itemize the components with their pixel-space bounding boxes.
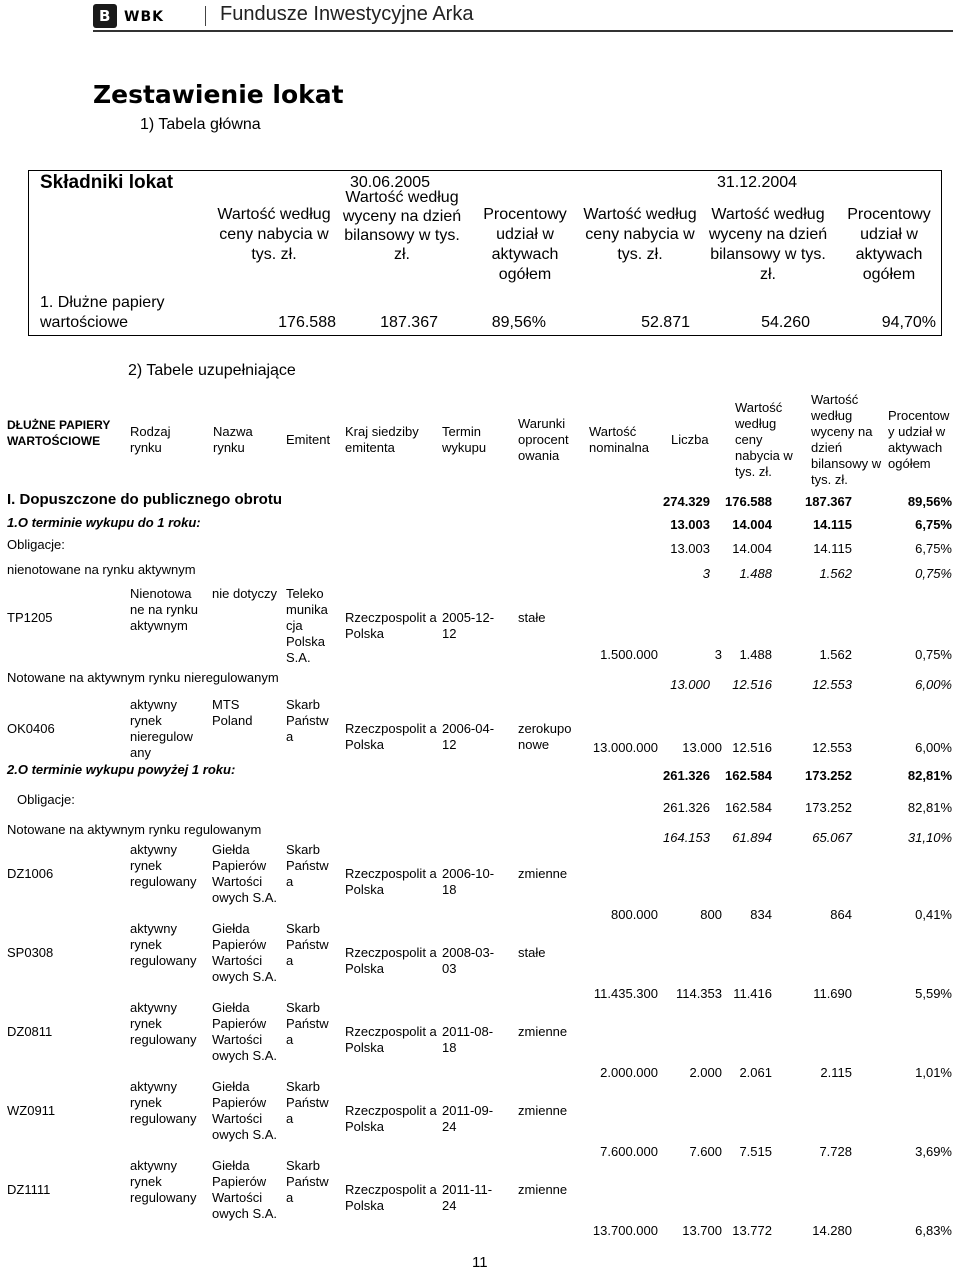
security-mtype: Nienotowa ne na rynku aktywnym [130, 586, 198, 633]
security-issuer: Skarb Państw a [286, 921, 329, 968]
security-mtype: aktywny rynek regulowany [130, 1158, 197, 1205]
sub-header-issuer: Emitent [286, 432, 331, 447]
security-count: 800 [700, 907, 722, 922]
summary-share: 6,00% [915, 677, 952, 692]
main-col-cost-2: Wartość według ceny nabycia w tys. zł. [583, 206, 697, 263]
security-maturity: 2006-10-18 [442, 866, 495, 897]
security-mtype: aktywny rynek regulowany [130, 1079, 197, 1126]
security-count: 7.600 [689, 1144, 722, 1159]
summary-val: 65.067 [812, 830, 852, 845]
main-date-2: 31.12.2004 [717, 174, 798, 191]
summary-val: 1.562 [819, 566, 852, 581]
security-maturity: 2008-03-03 [442, 945, 495, 976]
security-maturity: 2006-04-12 [442, 721, 495, 752]
security-cost: 834 [750, 907, 772, 922]
security-count: 3 [714, 647, 722, 662]
security-mname: Giełda Papierów Wartości owych S.A. [212, 1079, 278, 1142]
security-share: 1,01% [915, 1065, 952, 1080]
security-count: 13.000 [682, 740, 722, 755]
sub-header-market-type: Rodzaj rynku [130, 424, 171, 455]
main-col-balance-2: Wartość według wyceny na dzień bilansowy w tys. zł. [708, 206, 828, 283]
security-country: Rzeczpospolit a Polska [345, 610, 437, 641]
security-mname: nie dotyczy [212, 586, 278, 601]
security-nominal: 13.000.000 [592, 740, 658, 755]
page-number: 11 [472, 1254, 488, 1271]
security-cost: 13.772 [732, 1223, 772, 1238]
main-table-caption: Składniki lokat [40, 172, 174, 193]
sub-header-category: DŁUŻNE PAPIERY WARTOŚCIOWE [7, 418, 111, 448]
summary-row-label: nienotowane na rynku aktywnym [7, 562, 196, 577]
summary-share: 6,75% [915, 517, 952, 532]
security-nominal: 2.000.000 [600, 1065, 658, 1080]
security-cost: 11.416 [733, 986, 772, 1001]
section-2-heading: 2) Tabele uzupełniające [128, 362, 296, 379]
summary-share: 89,56% [907, 494, 952, 509]
security-nominal: 1.500.000 [600, 647, 658, 662]
security-val: 11.690 [813, 986, 852, 1001]
security-share: 3,69% [915, 1144, 952, 1159]
sub-header-country: Kraj siedziby emitenta [345, 424, 419, 455]
summary-cost: 1.488 [739, 566, 772, 581]
summary-count: 274.329 [663, 494, 710, 509]
security-maturity: 2011-08-18 [442, 1024, 494, 1055]
security-mname: MTS Poland [212, 697, 253, 728]
security-val: 7.728 [819, 1144, 852, 1159]
security-mname: Giełda Papierów Wartości owych S.A. [212, 1158, 278, 1221]
security-country: Rzeczpospolit a Polska [345, 1103, 437, 1134]
summary-val: 173.252 [805, 800, 852, 815]
main-row-label-2: wartościowe [40, 314, 129, 331]
document-title: Zestawienie lokat [93, 80, 344, 109]
sub-header-market-name: Nazwa rynku [213, 424, 253, 455]
summary-count: 13.003 [670, 541, 710, 556]
security-share: 6,83% [915, 1223, 952, 1238]
sub-header-cost: Wartość według ceny nabycia w tys. zł. [735, 400, 793, 479]
summary-count: 164.153 [663, 830, 710, 845]
security-cost: 12.516 [732, 740, 772, 755]
security-interest: zmienne [518, 866, 568, 881]
security-maturity: 2011-09-24 [442, 1103, 494, 1134]
main-col-cost: Wartość według ceny nabycia w tys. zł. [217, 206, 331, 263]
summary-share: 82,81% [907, 800, 952, 815]
bzwbk-logo: B [93, 4, 117, 28]
security-issuer: Skarb Państw a [286, 1079, 329, 1126]
summary-count: 13.000 [670, 677, 710, 692]
security-country: Rzeczpospolit a Polska [345, 721, 437, 752]
security-code: DZ0811 [7, 1024, 53, 1039]
security-country: Rzeczpospolit a Polska [345, 945, 437, 976]
security-count: 2.000 [689, 1065, 722, 1080]
summary-row-label: 2.O terminie wykupu powyżej 1 roku: [7, 762, 236, 777]
summary-row-label: Obligacje: [7, 537, 65, 552]
security-mname: Giełda Papierów Wartości owych S.A. [212, 842, 278, 905]
summary-val: 14.115 [813, 541, 852, 556]
sub-header-count: Liczba [671, 432, 709, 447]
summary-cost: 162.584 [725, 768, 772, 783]
security-country: Rzeczpospolit a Polska [345, 1182, 437, 1213]
summary-cost: 162.584 [725, 800, 772, 815]
main-date-1: 30.06.2005 [350, 174, 431, 191]
summary-val: 14.115 [812, 517, 852, 532]
summary-count: 261.326 [663, 800, 710, 815]
main-value-cost-2: 52.871 [641, 314, 690, 331]
security-nominal: 11.435.300 [593, 986, 658, 1001]
summary-cost: 61.894 [732, 830, 772, 845]
security-nominal: 7.600.000 [600, 1144, 658, 1159]
summary-count: 261.326 [663, 768, 710, 783]
security-code: WZ0911 [7, 1103, 56, 1118]
security-cost: 7.515 [739, 1144, 772, 1159]
security-share: 0,75% [915, 647, 952, 662]
summary-count: 13.003 [670, 517, 710, 532]
main-col-share-2: Procentowy udział w aktywach ogółem [847, 206, 931, 283]
security-share: 5,59% [915, 986, 952, 1001]
security-issuer: Skarb Państw a [286, 1000, 329, 1047]
security-issuer: Skarb Państw a [286, 697, 329, 744]
summary-count: 3 [702, 566, 710, 581]
main-col-balance: Wartość według wyceny na dzień bilansowy w tys. zł. [342, 189, 462, 263]
summary-cost: 14.004 [732, 517, 772, 532]
security-maturity: 2005-12-12 [442, 610, 495, 641]
security-mtype: aktywny rynek regulowany [130, 842, 197, 889]
security-val: 2.115 [820, 1065, 852, 1080]
main-value-share: 89,56% [491, 314, 546, 331]
sub-header-share: Procentow y udział w aktywach ogółem [888, 408, 950, 471]
security-mname: Giełda Papierów Wartości owych S.A. [212, 921, 278, 984]
summary-cost: 12.516 [732, 677, 772, 692]
security-cost: 1.488 [739, 647, 772, 662]
summary-val: 12.553 [812, 677, 852, 692]
security-val: 1.562 [819, 647, 852, 662]
summary-row-label: Obligacje: [17, 792, 75, 807]
main-row-label-1: 1. Dłużne papiery [40, 294, 165, 311]
security-nominal: 800.000 [611, 907, 658, 922]
summary-share: 31,10% [907, 830, 952, 845]
security-count: 13.700 [682, 1223, 722, 1238]
sub-header-maturity: Termin wykupu [442, 424, 487, 455]
security-val: 14.280 [812, 1223, 852, 1238]
security-interest: zmienne [518, 1024, 568, 1039]
security-mname: Giełda Papierów Wartości owych S.A. [212, 1000, 278, 1063]
summary-cost: 14.004 [732, 541, 772, 556]
sub-header-nominal: Wartość nominalna [589, 424, 649, 455]
security-issuer: Skarb Państw a [286, 1158, 329, 1205]
header-title: Fundusze Inwestycyjne Arka [220, 3, 474, 25]
security-issuer: Skarb Państw a [286, 842, 329, 889]
summary-row-label: Notowane na aktywnym rynku regulowanym [7, 822, 262, 837]
security-mtype: aktywny rynek nieregulow any [130, 697, 193, 760]
security-mtype: aktywny rynek regulowany [130, 921, 197, 968]
security-nominal: 13.700.000 [592, 1223, 658, 1238]
security-interest: zmienne [518, 1182, 568, 1197]
main-value-cost: 176.588 [278, 314, 336, 331]
summary-share: 6,75% [915, 541, 952, 556]
security-share: 0,41% [915, 907, 952, 922]
security-code: OK0406 [7, 721, 55, 736]
security-cost: 2.061 [739, 1065, 772, 1080]
security-country: Rzeczpospolit a Polska [345, 1024, 437, 1055]
security-interest: stałe [518, 610, 546, 625]
security-code: DZ1111 [7, 1182, 51, 1197]
main-value-balance-2: 54.260 [761, 314, 810, 331]
security-maturity: 2011-11-24 [442, 1182, 493, 1213]
summary-share: 82,81% [907, 768, 952, 783]
security-country: Rzeczpospolit a Polska [345, 866, 437, 897]
main-col-share: Procentowy udział w aktywach ogółem [483, 206, 567, 283]
security-val: 864 [830, 907, 852, 922]
header-rule [93, 30, 953, 32]
security-issuer: Teleko munika cja Polska S.A. [286, 586, 328, 665]
security-count: 114.353 [675, 986, 722, 1001]
security-code: DZ1006 [7, 866, 54, 881]
security-interest: zmienne [518, 1103, 568, 1118]
summary-share: 0,75% [915, 566, 952, 581]
security-mtype: aktywny rynek regulowany [130, 1000, 197, 1047]
summary-val: 187.367 [805, 494, 852, 509]
security-interest: stałe [518, 945, 546, 960]
summary-row-label: I. Dopuszczone do publicznego obrotu [7, 491, 282, 508]
security-interest: zerokupo nowe [518, 721, 572, 752]
sub-header-valuation: Wartość według wyceny na dzień bilansowy w tys. zł. [811, 392, 882, 487]
summary-cost: 176.588 [725, 494, 772, 509]
main-value-share-2: 94,70% [881, 314, 936, 331]
header-separator [205, 6, 206, 26]
summary-val: 173.252 [805, 768, 852, 783]
security-code: SP0308 [7, 945, 54, 960]
summary-row-label: 1.O terminie wykupu do 1 roku: [7, 515, 201, 530]
section-1-heading: 1) Tabela główna [140, 116, 261, 133]
security-val: 12.553 [812, 740, 852, 755]
bank-name: WBK [124, 9, 164, 25]
summary-row-label: Notowane na aktywnym rynku nieregulowanym [7, 670, 279, 685]
main-value-balance: 187.367 [380, 314, 438, 331]
sub-header-interest: Warunki oprocent owania [518, 416, 569, 463]
security-share: 6,00% [915, 740, 952, 755]
security-code: TP1205 [7, 610, 53, 625]
